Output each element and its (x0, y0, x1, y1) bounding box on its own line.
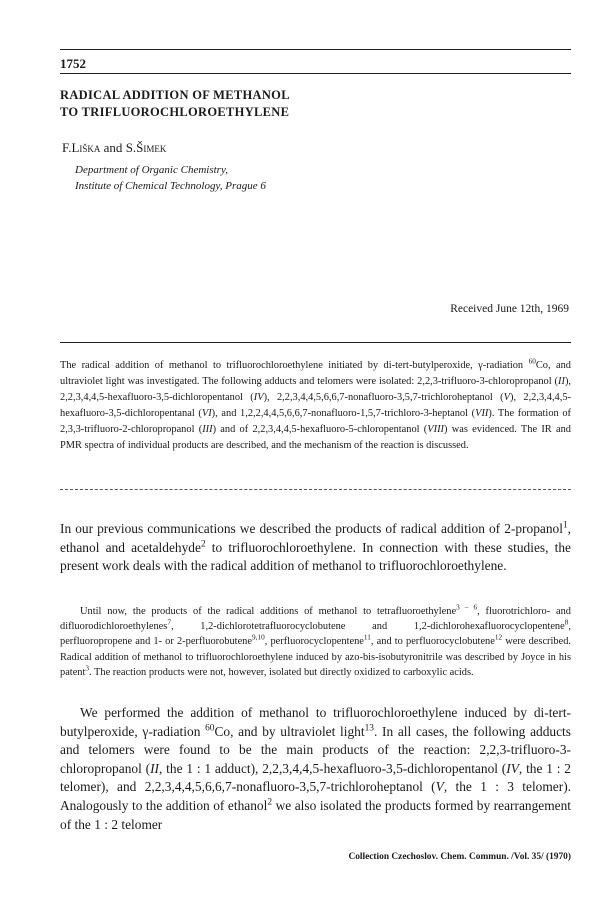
received-date: Received June 12th, 1969 (450, 303, 569, 315)
literature-paragraph: Until now, the products of the radical additions of methanol to tetrafluoroethylene$^{3 - 6}$, fluorotrichloro- and difluorodichloroethylenes$^7$, 1,2-dichlorotetrafluorocyclobutene and 1,2-dichlorohexafluorocyclopentene$^8$, perfluoropropene and 1- or 2-perfluorobutene$^{9,10}$, perfluorocyclopentene$^{11}$, and to perfluorocyclobutene$^{12}$ were described. Radical addition of methanol to trifluorochloroethylene induced by azo-bis-isobutyronitrile was described by Joyce in his patent$^3$. The reaction products were not, however, isolated but directly oxidized to carboxylic acids. (60, 603, 572, 678)
article-title (60, 87, 540, 121)
abstract (60, 358, 571, 455)
header-rule (60, 73, 571, 74)
top-rule (60, 49, 571, 50)
intro-paragraph: In our previous communications we described the products of radical addition of 2-propanol$^1$, ethanol and acetaldehyde$^2$ to trifluorochloroethylene. In connection with these studies, the present work deals with the radical addition of methanol to trifluorochloroethylene. (60, 520, 571, 574)
authors-and: and (100, 140, 126, 155)
abstract-bottom-rule (60, 489, 571, 490)
title-line-1: RADICAL ADDITION OF METHANOL (60, 88, 290, 102)
page-number: 1752 (60, 56, 86, 71)
author-2-surname: Šimek (136, 140, 167, 155)
author-1-initial: F. (62, 140, 72, 155)
author-1-surname: Liška (71, 140, 101, 155)
affiliation (75, 162, 266, 194)
author-2-initial: S. (125, 140, 137, 155)
abstract-top-rule (60, 342, 571, 343)
affiliation-line-2: Institute of Chemical Technology, Prague 6 (75, 180, 266, 192)
journal-citation: Collection Czechoslov. Chem. Commun. /Vol. 35/ (1970) (348, 852, 571, 862)
abstract-paragraph: The radical addition of methanol to trifluorochloroethylene initiated by di-tert-butylperoxide, γ-radiation $^{60}$Co, and ultraviolet light was investigated. The following adducts and telomers were isolated: 2,2,3-trifluoro-3-chloropropanol (II), 2,2,3,4,4,5-hexafluoro-3,5-dichloropentanol (IV), 2,2,3,4,4,5,6,6,7-nonafluoro-3,5,7-trichloroheptanol (V), 2,2,3,4,4,5-hexafluoro-3,5-dichloropentanal (VI), and 1,2,2,4,4,5,6,6,7-nonafluoro-1,5,7-trichloro-3-heptanol (VII). The formation of 2,3,3-trifluoro-2-chloropropanol (III) and of 2,2,3,4,4,5-hexafluoro-5-chloropentanol (VIII) was evidenced. The IR and PMR spectra of individual products are described, and the mechanism of the reaction is discussed. (60, 357, 572, 452)
title-line-2: TO TRIFLUOROCHLOROETHYLENE (60, 105, 290, 119)
results-paragraph: We performed the addition of methanol to trifluorochloroethylene induced by di-tert-butylperoxide, γ-radiation $^{60}$Co, and by ultraviolet light$^{13}$. In all cases, the following adducts and telomers were found to be the main products of the reaction: 2,2,3-trifluoro-3-chloropropanol (II, the 1 : 1 adduct), 2,2,3,4,4,5-hexafluoro-3,5-dichloropentanol (IV, the 1 : 2 telomer), and 2,2,3,4,4,5,6,6,7-nonafluoro-3,5,7-trichloroheptanol (V, the 1 : 3 telomer). Analogously to the addition of ethanol$^2$ we also isolated the products formed by rearrangement of the 1 : 2 telomer (60, 705, 571, 832)
authors (62, 140, 166, 156)
affiliation-line-1: Department of Organic Chemistry, (75, 164, 228, 176)
